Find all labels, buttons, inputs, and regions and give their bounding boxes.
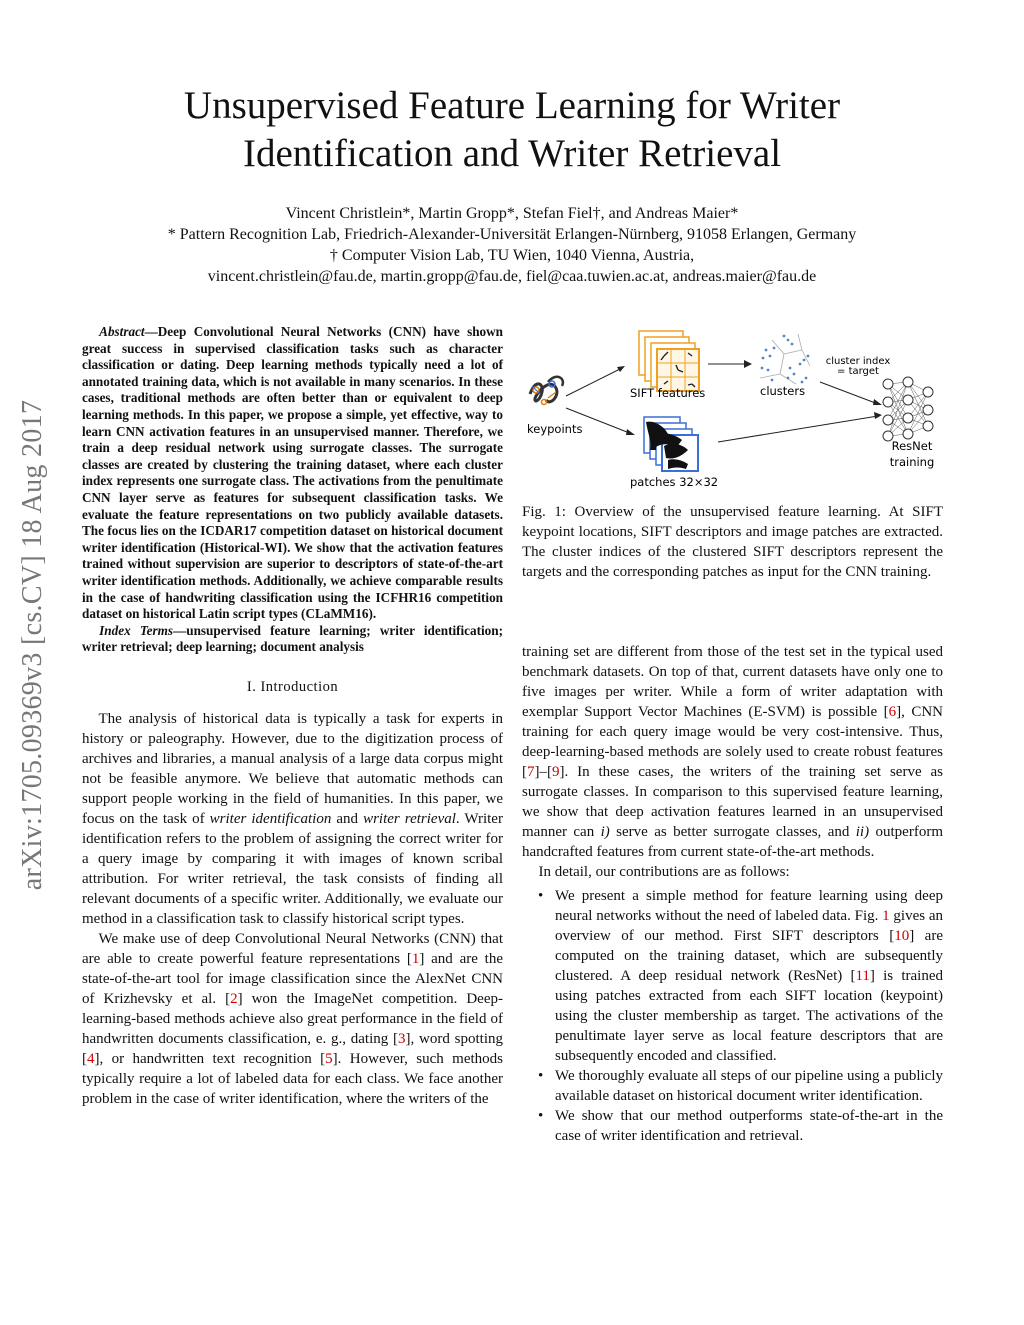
handwriting-keypoints-image (530, 377, 563, 405)
label-target: = target (837, 366, 879, 377)
citation-link[interactable]: 3 (398, 1030, 406, 1047)
arxiv-stamp (0, 345, 66, 945)
list-item: • We present a simple method for feature learning using deep neural networks without the need of labeled data. Fig. 1 gives an overview of our method. First SIFT descriptors [10] are computed on the training dataset, which are subsequently clustered. A deep residual network (ResNet) [11] is trained using patches extracted from each SIFT location (keypoint) using the cluster membership as target. The activations of the penultimate layer serve as local feature descriptors that are subsequently encoded and classified. (555, 886, 943, 1066)
resnet-network (883, 377, 933, 441)
citation-link[interactable]: 9 (552, 764, 560, 780)
figure-caption: Fig. 1: Overview of the unsupervised feature learning. At SIFT keypoint locations, SIFT descriptors and image patches are extracted. The cluster indices of the clustered SIFT descriptors represent the targets and the corresponding patches as input for the CNN training. (522, 504, 943, 580)
abstract (82, 324, 503, 656)
right-column (522, 642, 943, 1146)
citation-link[interactable]: 11 (855, 968, 870, 984)
label-clusters: clusters (760, 384, 806, 398)
abstract-text: —Deep Convolutional Neural Networks (CNN) have shown great success in supervised classification tasks such as character classification or dating. Deep learning methods typically need a lot of annotated training data, which is not available in many scenarios. In these cases, traditional methods are often better than or equivalent to deep learning methods. In this paper, we propose a simple, yet effective, way to learn CNN activation features in an unsupervised manner. Therefore, we train a deep residual network using surrogate classes. The surrogate classes are created by clustering the training dataset, where each cluster index represents one surrogate class. The activations from the penultimate CNN layer serve as features for subsequent classification tasks. We evaluate the feature representations on two publicly available datasets. The focus lies on the ICDAR17 competition dataset on historical document writer identification (Historical-WI). We show that the activation features trained without supervision are superior to descriptors of state-of-the-art writer identification methods. Additionally, we achieve comparable results in the case of handwriting classification using the ICFHR16 competition dataset on historical Latin script types (CLaMM16). (82, 324, 503, 622)
citation-link[interactable]: 1 (411, 950, 420, 967)
intro-paragraph-2: We make use of deep Convolutional Neural Networks (CNN) that are able to create powerful feature representations [1] and are the state-of-the-art tool for image classification since the AlexNet CNN of Krizhevsky et al. [2] won the ImageNet competition. Deep-learning-based methods achieve also great performance in the field of handwritten documents classification, e. g., dating [3], word spotting [4], or handwritten text recognition [5]. However, such methods typically require a lot of labeled data for each class. We face another problem in the case of writer identification, where the writers of the (82, 930, 504, 1107)
contributions-list (522, 886, 943, 1146)
list-item: • We show that our method outperforms state-of-the-art in the case of writer identification and retrieval. (555, 1106, 943, 1146)
list-item: • We thoroughly evaluate all steps of our pipeline using a publicly available dataset on historical document writer identification. (555, 1066, 943, 1106)
patch-stack (644, 417, 698, 471)
citation-link[interactable]: 6 (888, 704, 897, 720)
arxiv-id: arXiv:1705.09369v3 [cs.CV] 18 Aug 2017 (17, 399, 48, 891)
title-line-1: Unsupervised Feature Learning for Writer (183, 84, 841, 127)
left-column (82, 324, 503, 1109)
sift-feature-stack (639, 331, 699, 391)
section-heading-introduction: I. Introduction (246, 678, 339, 695)
title-line-2: Identification and Writer Retrieval (242, 132, 782, 175)
author-emails: vincent.christlein@fau.de, martin.gropp@fau.de, fiel@caa.tuwien.ac.at, andreas.maier@fau.de (207, 268, 817, 285)
abstract-paragraph (82, 324, 503, 623)
intro-paragraph-1: The analysis of historical data is typically a task for experts in history or paleography. However, due to the digitization process of archives and libraries, a manual analysis of a large data corpus might not be feasible anymore. We believe that automatic methods can support people working in the field of humanities. In this paper, we focus on the task of writer identification and writer retrieval. Writer identification refers to the problem of assigning the correct writer for a query image by comparing it with images of known scribal attribution. For writer retrieval, the task consists of finding all relevant documents of a specific writer. Additionally, we evaluate our method in a classification task to classify historical script types. (82, 710, 503, 927)
citation-link[interactable]: 5 (325, 1050, 333, 1067)
label-keypoints: keypoints (527, 422, 583, 436)
right-paragraph-1: training set are different from those of the test set in the typical used benchmark datasets. On top of that, current datasets have only one to five images per writer. While a form of writer adaptation with exemplar Support Vector Machines (E-SVM) is possible [6], CNN training for each query image would be very cost-intensive. Thus, deep-learning-based methods are solely used to create robust features [7]–[9]. In these cases, the writers of the training set serve as surrogate classes. In comparison to this supervised feature learning, we show that deep activation features learned in an unsupervised manner can i) serve as better surrogate classes, and ii) outperform handcrafted features from current state-of-the-art methods. (522, 644, 943, 860)
pipeline-diagram (522, 322, 947, 497)
cluster-voronoi (760, 334, 810, 384)
citation-link[interactable]: 4 (87, 1050, 95, 1067)
citation-link[interactable]: 7 (527, 764, 535, 780)
label-cluster-index: cluster index (825, 356, 891, 367)
abstract-label: Abstract (99, 324, 145, 339)
index-terms-text: —unsupervised feature learning; writer identification; writer retrieval; deep learning; document analysis (82, 622, 503, 655)
citation-link[interactable]: 10 (894, 928, 910, 944)
label-patches: patches 32×32 (630, 475, 719, 489)
author-block (100, 203, 924, 287)
figure-ref-link[interactable]: 1 (882, 908, 890, 924)
label-resnet: ResNet (891, 439, 933, 453)
label-training: training (889, 455, 935, 469)
paper-title (100, 82, 924, 178)
label-sift-features: SIFT features (630, 386, 706, 400)
affiliation-2: † Computer Vision Lab, TU Wien, 1040 Vienna, Austria, (329, 247, 695, 264)
author-names: Vincent Christlein*, Martin Gropp*, Stefan Fiel†, and Andreas Maier* (285, 205, 739, 222)
index-terms-label: Index Terms (99, 622, 174, 638)
affiliation-1: * Pattern Recognition Lab, Friedrich-Alexander-Universität Erlangen-Nürnberg, 91058 Erlangen, Germany (167, 226, 857, 243)
index-terms (82, 623, 503, 656)
intro-body (82, 709, 503, 1109)
right-paragraph-2: In detail, our contributions are as follows: (538, 864, 790, 880)
citation-link[interactable]: 2 (230, 990, 238, 1007)
figure-1 (522, 322, 947, 497)
